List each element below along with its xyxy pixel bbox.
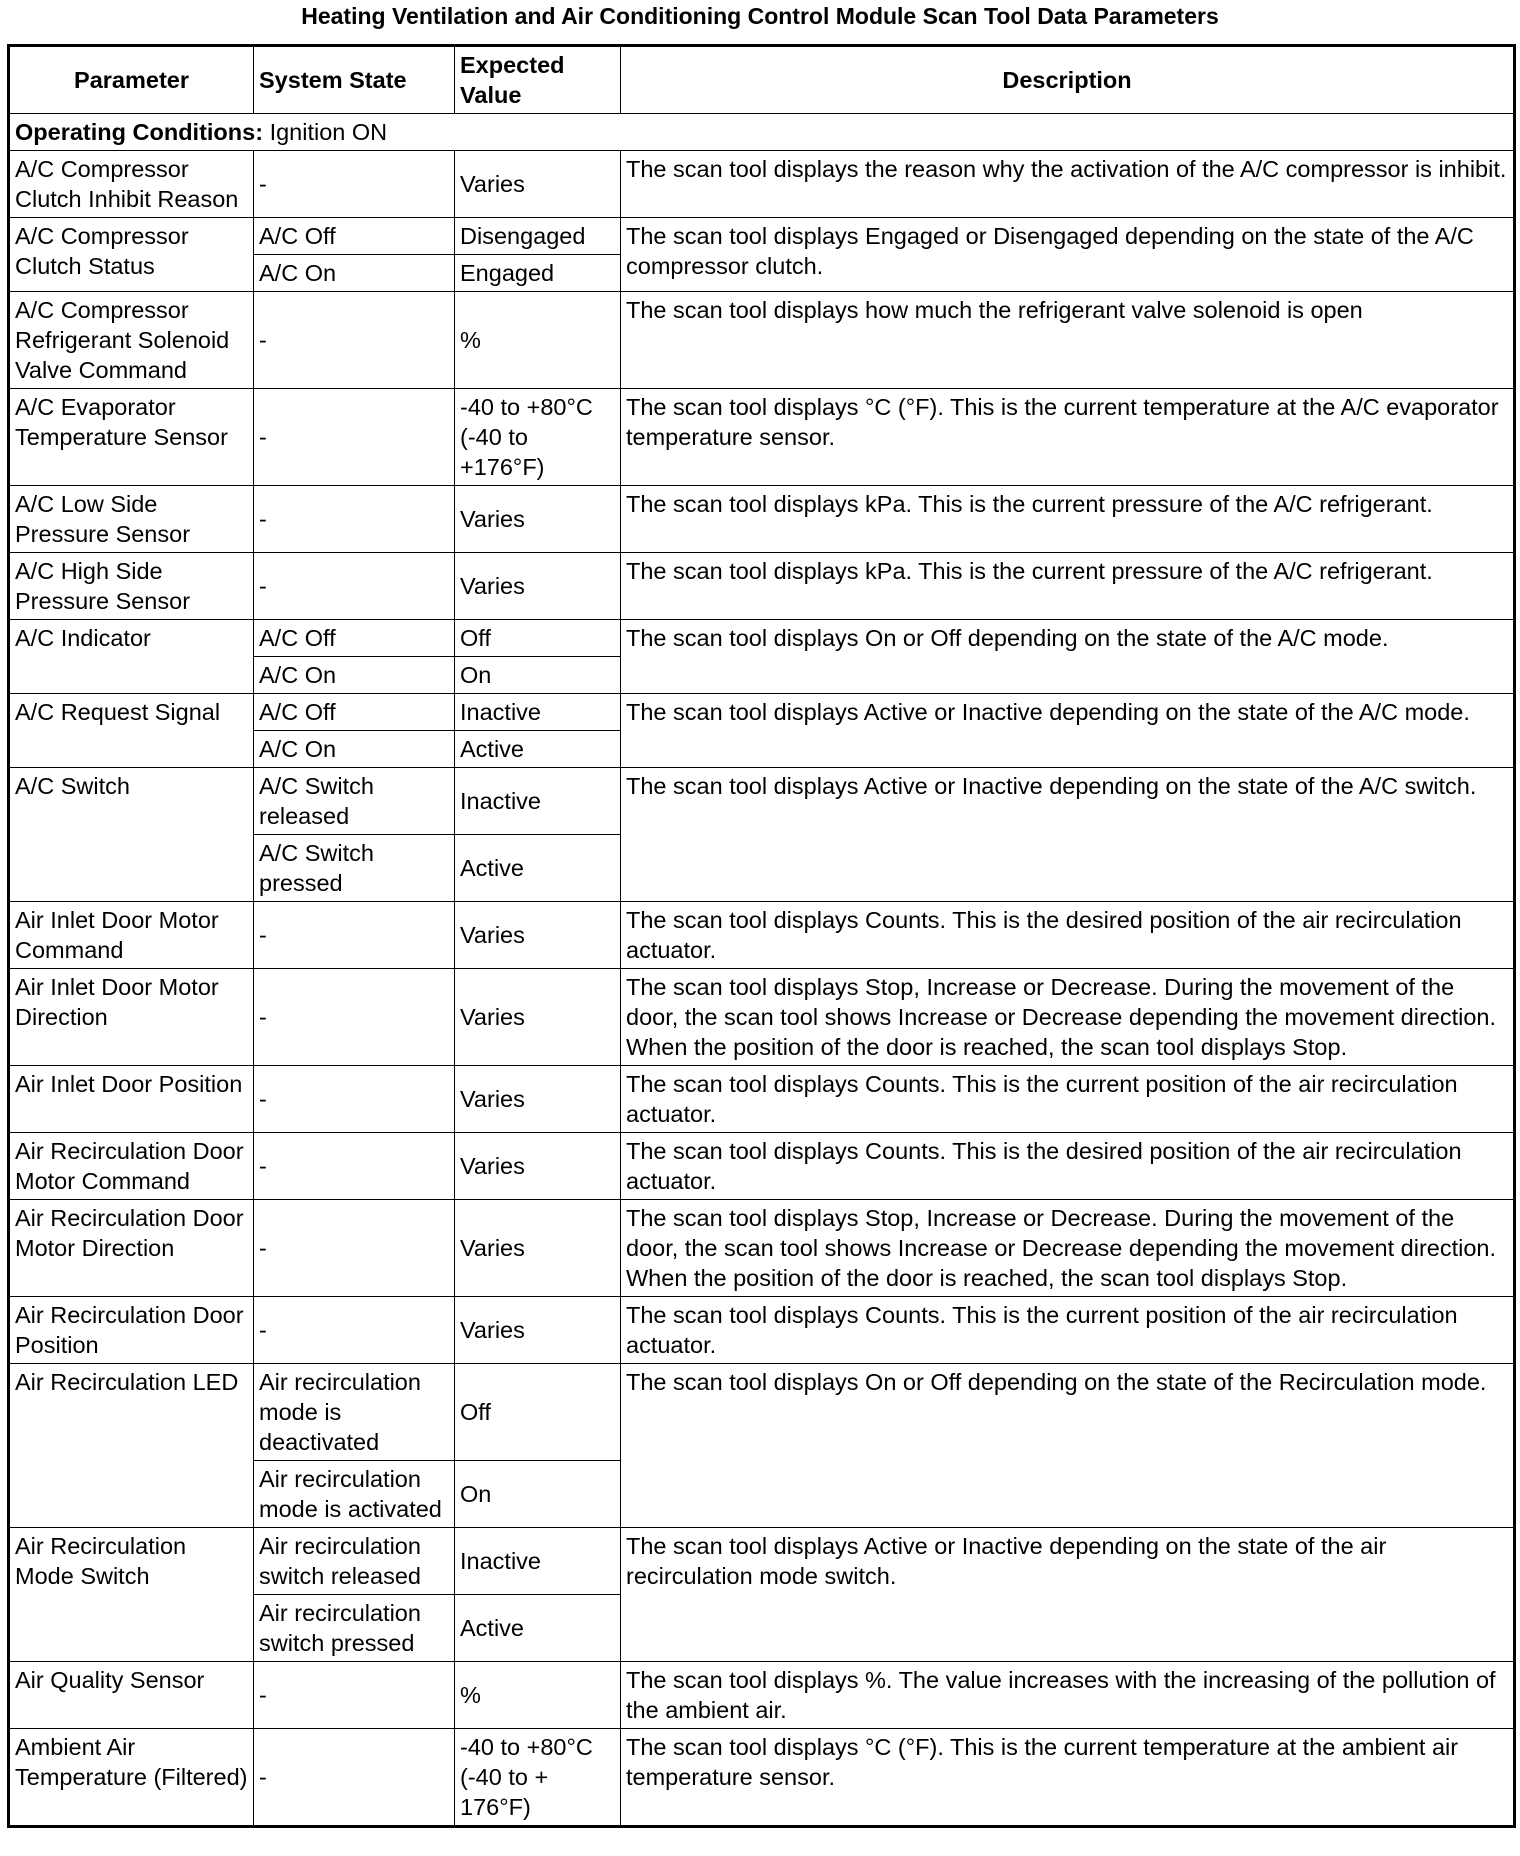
system-state-cell: - <box>254 486 455 553</box>
parameter-cell: Air Quality Sensor <box>9 1662 254 1729</box>
description-cell: The scan tool displays Active or Inactive depending on the state of the A/C switch. <box>621 768 1515 902</box>
system-state-cell: - <box>254 292 455 389</box>
system-state-cell: A/C On <box>254 731 455 768</box>
description-cell: The scan tool displays On or Off depending on the state of the Recirculation mode. <box>621 1364 1515 1528</box>
description-cell: The scan tool displays °C (°F). This is the current temperature at the ambient air temperature sensor. <box>621 1729 1515 1827</box>
table-row <box>9 1364 1515 1461</box>
system-state-cell: Air recirculation mode is deactivated <box>254 1364 455 1461</box>
system-state-cell: - <box>254 1729 455 1827</box>
table-row <box>9 553 1515 620</box>
expected-value-cell: Inactive <box>455 768 621 835</box>
description-cell: The scan tool displays kPa. This is the current pressure of the A/C refrigerant. <box>621 486 1515 553</box>
table-row <box>9 218 1515 255</box>
expected-value-cell: Varies <box>455 553 621 620</box>
expected-value-cell: Varies <box>455 902 621 969</box>
description-cell: The scan tool displays how much the refrigerant valve solenoid is open <box>621 292 1515 389</box>
parameter-cell: Air Recirculation Door Motor Command <box>9 1133 254 1200</box>
page-title: Heating Ventilation and Air Conditioning Control Module Scan Tool Data Parameters <box>301 3 1219 29</box>
parameter-cell: A/C Evaporator Temperature Sensor <box>9 389 254 486</box>
system-state-cell: - <box>254 1133 455 1200</box>
system-state-cell: A/C Off <box>254 620 455 657</box>
expected-value-cell: Varies <box>455 1200 621 1297</box>
parameter-cell: Air Recirculation Mode Switch <box>9 1528 254 1662</box>
expected-value-cell: -40 to +80°C (-40 to + 176°F) <box>455 1729 621 1827</box>
description-cell: The scan tool displays kPa. This is the current pressure of the A/C refrigerant. <box>621 553 1515 620</box>
table-row <box>9 620 1515 657</box>
system-state-cell: A/C Off <box>254 218 455 255</box>
table-row <box>9 969 1515 1066</box>
operating-conditions-row <box>9 114 1515 151</box>
table-row <box>9 151 1515 218</box>
expected-value-cell: Inactive <box>455 1528 621 1595</box>
system-state-cell: A/C On <box>254 657 455 694</box>
operating-conditions-label: Operating Conditions: <box>15 119 264 145</box>
description-cell: The scan tool displays Counts. This is the desired position of the air recirculation actuator. <box>621 1133 1515 1200</box>
expected-value-cell: Varies <box>455 969 621 1066</box>
system-state-cell: - <box>254 902 455 969</box>
description-cell: The scan tool displays Active or Inactive depending on the state of the A/C mode. <box>621 694 1515 768</box>
table-row <box>9 292 1515 389</box>
description-cell: The scan tool displays Stop, Increase or Decrease. During the movement of the door, the scan tool shows Increase or Decrease depending the movement direction. When the position of the door is reached, the scan tool displays Stop. <box>621 1200 1515 1297</box>
table-row <box>9 1297 1515 1364</box>
description-cell: The scan tool displays Counts. This is the current position of the air recirculation actuator. <box>621 1066 1515 1133</box>
system-state-cell: A/C Switch pressed <box>254 835 455 902</box>
parameter-cell: A/C High Side Pressure Sensor <box>9 553 254 620</box>
parameter-cell: Air Inlet Door Position <box>9 1066 254 1133</box>
description-cell: The scan tool displays On or Off depending on the state of the A/C mode. <box>621 620 1515 694</box>
expected-value-cell: On <box>455 1461 621 1528</box>
expected-value-cell: Inactive <box>455 694 621 731</box>
table-row <box>9 1066 1515 1133</box>
parameter-cell: A/C Switch <box>9 768 254 902</box>
system-state-cell: - <box>254 969 455 1066</box>
system-state-cell: A/C Switch released <box>254 768 455 835</box>
table-row <box>9 1528 1515 1595</box>
system-state-cell: A/C Off <box>254 694 455 731</box>
expected-value-cell: Off <box>455 1364 621 1461</box>
parameter-cell: A/C Request Signal <box>9 694 254 768</box>
expected-value-cell: Off <box>455 620 621 657</box>
expected-value-cell: % <box>455 292 621 389</box>
table-row <box>9 1133 1515 1200</box>
parameter-cell: Ambient Air Temperature (Filtered) <box>9 1729 254 1827</box>
parameter-cell: A/C Compressor Clutch Inhibit Reason <box>9 151 254 218</box>
header-description: Description <box>621 46 1515 114</box>
table-row <box>9 902 1515 969</box>
system-state-cell: A/C On <box>254 255 455 292</box>
table-row <box>9 694 1515 731</box>
table-row <box>9 486 1515 553</box>
expected-value-cell: Active <box>455 1595 621 1662</box>
expected-value-cell: Disengaged <box>455 218 621 255</box>
header-expected-value: Expected Value <box>455 46 621 114</box>
table-row <box>9 1729 1515 1827</box>
parameter-cell: Air Recirculation LED <box>9 1364 254 1528</box>
scan-tool-data-table <box>7 44 1516 1828</box>
expected-value-cell: Active <box>455 835 621 902</box>
system-state-cell: - <box>254 1297 455 1364</box>
header-parameter: Parameter <box>9 46 254 114</box>
expected-value-cell: Engaged <box>455 255 621 292</box>
parameter-cell: A/C Indicator <box>9 620 254 694</box>
description-cell: The scan tool displays the reason why the activation of the A/C compressor is inhibit. <box>621 151 1515 218</box>
description-cell: The scan tool displays Engaged or Disengaged depending on the state of the A/C compressor clutch. <box>621 218 1515 292</box>
table-row <box>9 1662 1515 1729</box>
parameter-cell: A/C Compressor Clutch Status <box>9 218 254 292</box>
parameter-cell: Air Inlet Door Motor Direction <box>9 969 254 1066</box>
expected-value-cell: Varies <box>455 1066 621 1133</box>
description-cell: The scan tool displays Counts. This is the current position of the air recirculation actuator. <box>621 1297 1515 1364</box>
description-cell: The scan tool displays Counts. This is the desired position of the air recirculation actuator. <box>621 902 1515 969</box>
table-row <box>9 1200 1515 1297</box>
system-state-cell: Air recirculation switch released <box>254 1528 455 1595</box>
parameter-cell: Air Inlet Door Motor Command <box>9 902 254 969</box>
system-state-cell: - <box>254 389 455 486</box>
parameter-cell: Air Recirculation Door Motor Direction <box>9 1200 254 1297</box>
description-cell: The scan tool displays %. The value increases with the increasing of the pollution of the ambient air. <box>621 1662 1515 1729</box>
parameter-cell: A/C Compressor Refrigerant Solenoid Valve Command <box>9 292 254 389</box>
table-row <box>9 768 1515 835</box>
system-state-cell: - <box>254 1662 455 1729</box>
description-cell: The scan tool displays °C (°F). This is the current temperature at the A/C evaporator temperature sensor. <box>621 389 1515 486</box>
operating-conditions-value: Ignition ON <box>263 119 388 145</box>
expected-value-cell: Varies <box>455 1297 621 1364</box>
system-state-cell: Air recirculation mode is activated <box>254 1461 455 1528</box>
description-cell: The scan tool displays Active or Inactive depending on the state of the air recirculation mode switch. <box>621 1528 1515 1662</box>
parameter-cell: A/C Low Side Pressure Sensor <box>9 486 254 553</box>
expected-value-cell: -40 to +80°C (-40 to +176°F) <box>455 389 621 486</box>
parameter-cell: Air Recirculation Door Position <box>9 1297 254 1364</box>
expected-value-cell: Varies <box>455 486 621 553</box>
header-row <box>9 46 1515 114</box>
system-state-cell: Air recirculation switch pressed <box>254 1595 455 1662</box>
table-row <box>9 389 1515 486</box>
header-system-state: System State <box>254 46 455 114</box>
expected-value-cell: % <box>455 1662 621 1729</box>
system-state-cell: - <box>254 553 455 620</box>
expected-value-cell: Active <box>455 731 621 768</box>
expected-value-cell: Varies <box>455 151 621 218</box>
description-cell: The scan tool displays Stop, Increase or Decrease. During the movement of the door, the scan tool shows Increase or Decrease depending the movement direction. When the position of the door is reached, the scan tool displays Stop. <box>621 969 1515 1066</box>
expected-value-cell: Varies <box>455 1133 621 1200</box>
operating-conditions <box>9 114 1515 151</box>
system-state-cell: - <box>254 1066 455 1133</box>
system-state-cell: - <box>254 1200 455 1297</box>
expected-value-cell: On <box>455 657 621 694</box>
system-state-cell: - <box>254 151 455 218</box>
